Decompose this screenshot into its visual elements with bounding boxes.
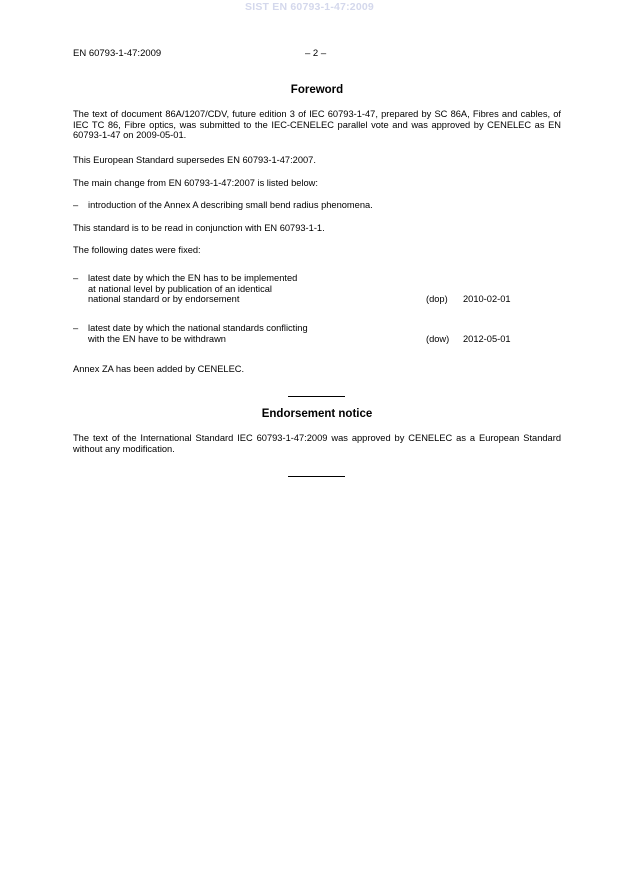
foreword-title: Foreword [290, 84, 344, 96]
foreword-paragraph-5: The following dates were fixed: [73, 245, 201, 255]
dash-bullet: – [73, 200, 79, 210]
standard-id: EN 60793-1-47:2009 [73, 48, 162, 59]
date-item-description [88, 273, 408, 305]
section-divider [288, 396, 345, 397]
date-item-line: national standard or by endorsement [88, 294, 240, 304]
foreword-paragraph-3: The main change from EN 60793-1-47:2007 is listed below: [73, 178, 318, 188]
date-item-description [88, 323, 408, 344]
date-item-dow [73, 323, 561, 347]
section-divider-end [288, 476, 345, 477]
dash-bullet: – [73, 323, 79, 333]
foreword-paragraph-4: This standard is to be read in conjunction with EN 60793-1-1. [73, 223, 325, 233]
date-code: (dop) [426, 294, 448, 304]
date-item-line: at national level by publication of an identical [88, 283, 272, 294]
foreword-paragraph-2: This European Standard supersedes EN 60793-1-47:2007. [73, 155, 316, 165]
foreword-paragraph-1: The text of document 86A/1207/CDV, future edition 3 of IEC 60793-1-47, prepared by SC 86A, Fibres and cables, of IEC TC 86, Fibre optics, was submitted to the IEC-CENELEC parallel vote and was approved by CENELEC as EN 60793-1-47 on 2009-05-01. [73, 109, 561, 140]
dash-bullet: – [73, 273, 79, 283]
date-value: 2012-05-01 [463, 334, 511, 344]
date-item-line: latest date by which the national standards conflicting [88, 323, 308, 333]
date-value: 2010-02-01 [463, 294, 511, 304]
endorsement-paragraph: The text of the International Standard IEC 60793-1-47:2009 was approved by CENELEC as a European Standard without any modification. [73, 433, 561, 454]
foreword-paragraph-6: Annex ZA has been added by CENELEC. [73, 364, 245, 374]
date-item-line: with the EN have to be withdrawn [88, 333, 226, 344]
date-code: (dow) [426, 334, 450, 344]
date-item-dop [73, 273, 561, 307]
watermark: SIST EN 60793-1-47:2009 [245, 1, 374, 13]
change-item-text: introduction of the Annex A describing small bend radius phenomena. [88, 200, 373, 210]
endorsement-title: Endorsement notice [261, 408, 373, 420]
page-number: – 2 – [305, 48, 327, 59]
date-item-line: latest date by which the EN has to be implemented [88, 273, 298, 283]
